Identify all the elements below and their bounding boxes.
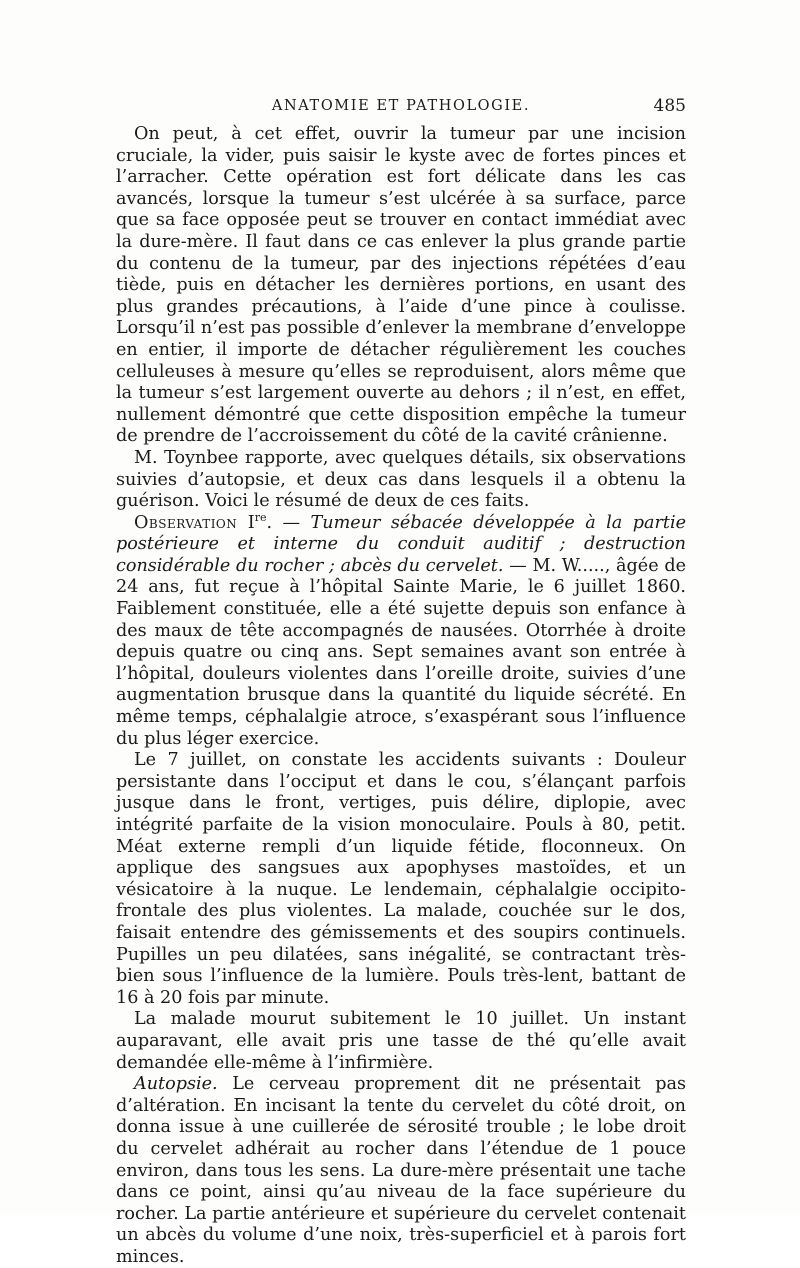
paragraph-observation-one	[116, 510, 686, 751]
paragraph-surgical-technique: On peut, à cet effet, ouvrir la tumeur par une incision cruciale, la vider, puis saisir le kyste avec de fortes pinces et l’arracher. Cette opération est fort délicate dans les cas avancés, lorsque la tumeur s’est ulcérée à sa surface, parce que sa face opposée peut se trouver en contact immédiat avec la dure-mère. Il faut dans ce cas enlever la plus grande partie du contenu de la tumeur, par des injections répétées d’eau tiède, puis en détacher les dernières portions, en usant des plus grandes précautions, à l’aide d’une pince à coulisse. Lorsqu’il n’est pas possible d’enlever la membrane d’enveloppe en entier, il importe de détacher régulièrement les couches celluleuses à mesure qu’elles se reproduisent, alors même que la tumeur s’est largement ouverte au dehors ; il n’est, en effet, nullement démontré que cette disposition empêche la tumeur de prendre de l’accroissement du côté de la cavité crânienne.	[116, 124, 686, 447]
running-title: ANATOMIE ET PATHOLOGIE.	[271, 98, 531, 114]
autopsy-label: Autopsie.	[134, 1074, 218, 1095]
paragraph-toynbee-observations: M. Toynbee rapporte, avec quelques détails, six observations suivies d’autopsie, et deux cas dans lesquels il a obtenu la guérison. Voici le résumé de deux de ces faits.	[116, 447, 686, 512]
paragraph-death: La malade mourut subitement le 10 juillet. Un instant auparavant, elle avait pris une tasse de thé qu’elle avait demandée elle-même à l’infirmière.	[116, 1009, 686, 1073]
observation-title: Tumeur sébacée développée à la partie postérieure et interne du conduit auditif ; destruction considérable du rocher ; abcès du cervelet.	[116, 512, 686, 576]
autopsy-body: Le cerveau proprement dit ne présentait pas d’altération. En incisant la tente du cervelet du côté droit, on donna issue à une cuillerée de sérosité trouble ; le lobe droit du cervelet adhérait au rocher dans l’étendue de 1 pouce environ, dans tous les sens. La dure-mère présentait une tache dans ce point, ainsi qu’au niveau de la face supérieure du rocher. La partie antérieure et supérieure du cervelet contenait un abcès du volume d’une noix, très-superficiel et à parois fort minces.	[116, 1074, 686, 1267]
observation-body: — M. W....., âgée de 24 ans, fut reçue à l’hôpital Sainte Marie, le 6 juillet 1860. Faiblement constituée, elle a été sujette depuis son enfance à des maux de tête accompagnés de nausées. Otorrhée à droite depuis quatre ou cinq ans. Sept semaines avant son entrée à l’hôpital, douleurs violentes dans l’oreille droite, suivies d’une augmentation brusque dans la quantité du liquide sécrété. En même temps, céphalalgie atroce, s’exaspérant sous l’influence du plus léger exercice.	[116, 555, 686, 749]
paragraph-autopsy	[116, 1074, 686, 1268]
observation-numeral: I	[247, 512, 255, 533]
observation-separator: . —	[266, 512, 311, 533]
observation-numeral-suffix: re	[254, 510, 267, 524]
paragraph-clinical-course: Le 7 juillet, on constate les accidents suivants : Douleur persistante dans l’occiput et dans le cou, s’élançant parfois jusque dans le front, vertiges, puis délire, diplopie, avec intégrité parfaite de la vision monoculaire. Pouls à 80, petit. Méat externe rempli d’un liquide fétide, floconneux. On applique des sangsues aux apophyses mastoïdes, et un vésicatoire à la nuque. Le lendemain, céphalalgie occipito-frontale des plus violentes. La malade, couchée sur le dos, faisait entendre des gémissements et des soupirs continuels. Pupilles un peu dilatées, sans inégalité, se contractant très-bien sous l’influence de la lumière. Pouls très-lent, battant de 16 à 20 fois par minute.	[116, 750, 686, 1008]
page-header	[116, 96, 686, 120]
observation-label: Observation	[134, 512, 238, 533]
body-text	[116, 124, 686, 1268]
page-number: 485	[653, 96, 686, 116]
